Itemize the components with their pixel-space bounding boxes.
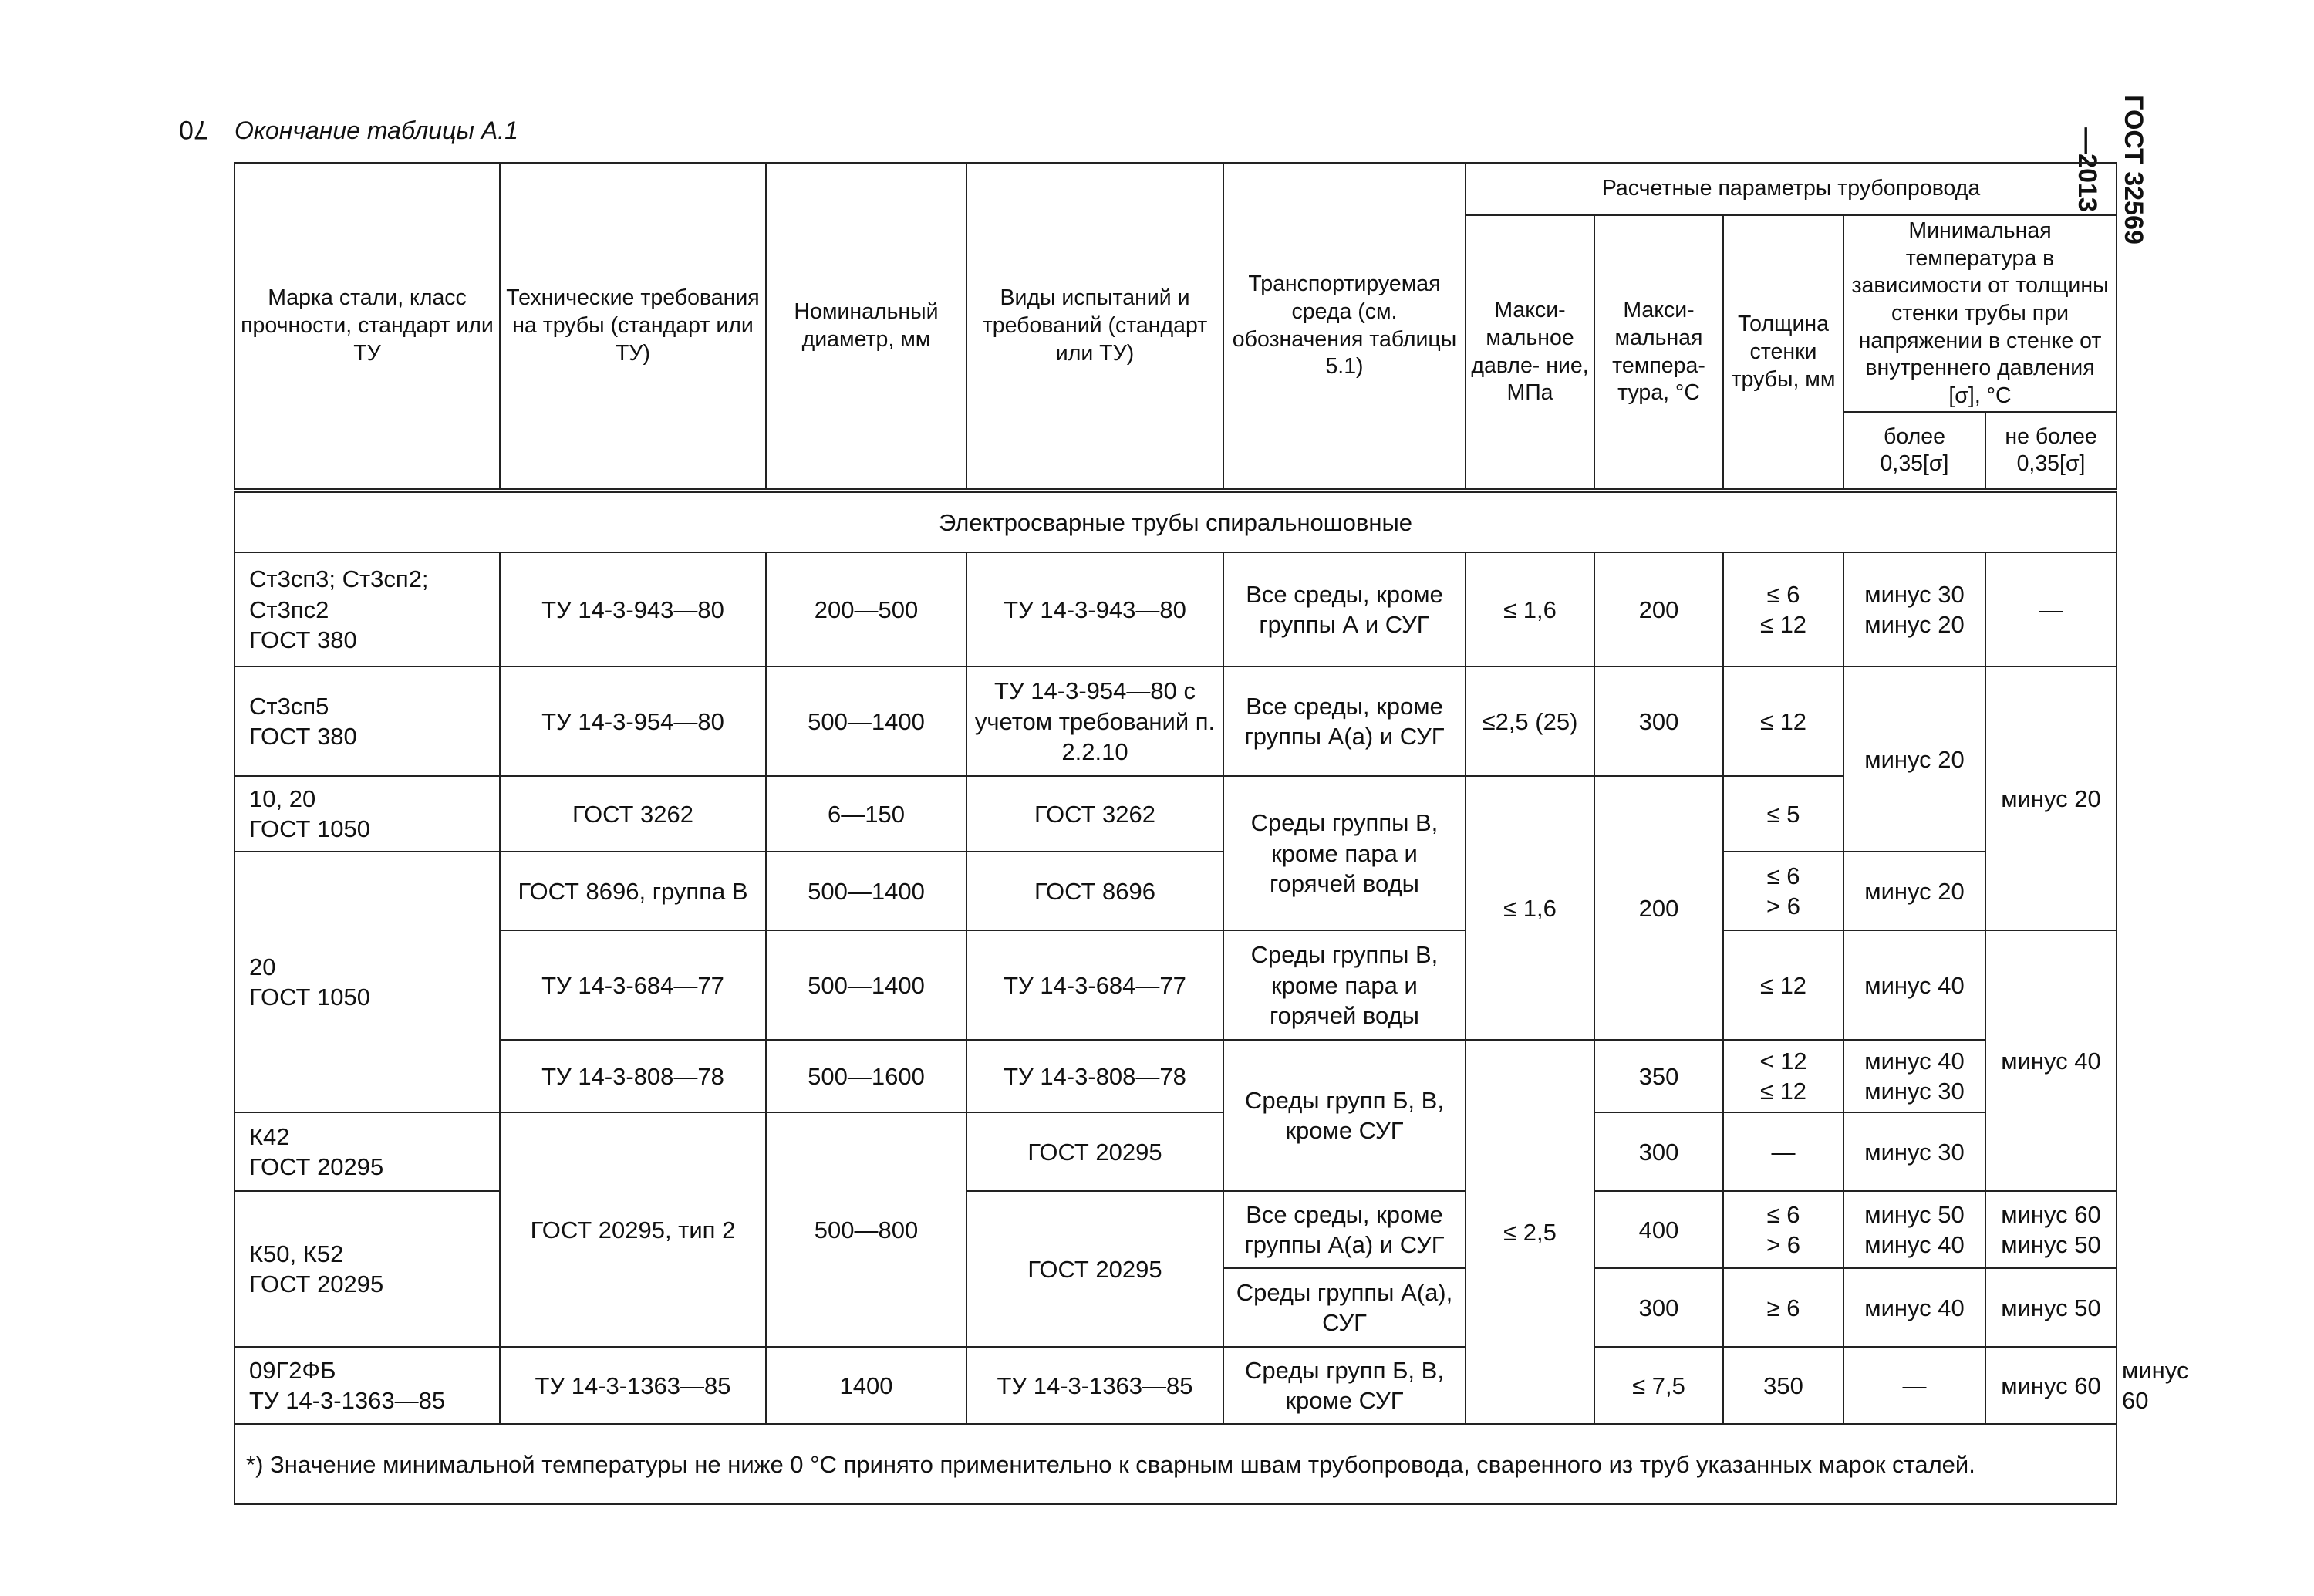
medium: Все среды, кроме группы А(а) и СУГ	[1223, 1191, 1466, 1268]
nominal-diameter: 200—500	[766, 552, 966, 666]
header-min-temperature: Минимальная температура в зависимости от толщины стенки трубы при напряжении в стенке от внутреннего давления [σ], °С	[1843, 215, 2117, 412]
max-temperature: 200	[1594, 776, 1723, 1040]
max-pressure: ≤2,5 (25)	[1466, 666, 1594, 776]
table-row	[234, 1112, 2117, 1191]
max-pressure: ≤ 1,6	[1466, 776, 1594, 1040]
header-design-params: Расчетные параметры трубопровода	[1466, 163, 2117, 215]
nominal-diameter: 6—150	[766, 776, 966, 852]
min-temp-more: минус 30 минус 20	[1843, 552, 1985, 666]
steel-grade: Ст3сп3; Ст3сп2; Ст3пс2 ГОСТ 380	[234, 552, 500, 666]
wall-thickness: ≤ 12	[1723, 930, 1843, 1040]
tests: ГОСТ 8696	[966, 852, 1223, 930]
nominal-diameter: 500—1400	[766, 930, 966, 1040]
min-temp-more: минус 20	[1843, 852, 1985, 930]
min-temp-not-more: минус 60 минус 50	[1985, 1191, 2117, 1268]
tech-requirements: ТУ 14-3-1363—85	[500, 1347, 766, 1424]
nominal-diameter: 500—1400	[766, 852, 966, 930]
max-pressure: ≤ 7,5	[1594, 1347, 1723, 1424]
header-wall-thickness: Толщина стенки трубы, мм	[1723, 215, 1843, 491]
steel-grade: 20 ГОСТ 1050	[234, 852, 500, 1112]
min-temp-more: минус 60	[1985, 1347, 2117, 1424]
tech-requirements: ТУ 14-3-943—80	[500, 552, 766, 666]
wall-thickness: ≥ 6	[1723, 1268, 1843, 1347]
section-title: Электросварные трубы спиральношовные	[234, 491, 2117, 552]
min-temp-not-more: минус 50	[1985, 1268, 2117, 1347]
header-tests: Виды испытаний и требований (стандарт или ТУ)	[966, 163, 1223, 491]
max-temperature: 400	[1594, 1191, 1723, 1268]
wall-thickness: ≤ 5	[1723, 776, 1843, 852]
wall-thickness: —	[1723, 1112, 1843, 1191]
max-temperature: 350	[1594, 1040, 1723, 1112]
steel-grade: Ст3сп5 ГОСТ 380	[234, 666, 500, 776]
tech-requirements: ТУ 14-3-954—80	[500, 666, 766, 776]
wall-thickness: ≤ 12	[1723, 666, 1843, 776]
max-pressure: ≤ 1,6	[1466, 552, 1594, 666]
min-temp-not-more: минус 40	[1985, 930, 2117, 1191]
tests: ГОСТ 20295	[966, 1191, 1223, 1347]
tech-requirements: ГОСТ 20295, тип 2	[500, 1112, 766, 1347]
min-temp-not-more: —	[1985, 552, 2117, 666]
header-max-pressure: Макси- мальное давле- ние, МПа	[1466, 215, 1594, 491]
steel-grade: 09Г2ФБ ТУ 14-3-1363—85	[234, 1347, 500, 1424]
wall-thickness: ≤ 6 ≤ 12	[1723, 552, 1843, 666]
tech-requirements: ГОСТ 3262	[500, 776, 766, 852]
min-temp-more: минус 40 минус 30	[1843, 1040, 1985, 1112]
medium: Среды группы В, кроме пара и горячей воды	[1223, 776, 1466, 930]
nominal-diameter: 500—800	[766, 1112, 966, 1347]
tests: ГОСТ 3262	[966, 776, 1223, 852]
tests: ТУ 14-3-684—77	[966, 930, 1223, 1040]
table-caption: Окончание таблицы А.1	[234, 116, 518, 144]
steel-grade: 10, 20 ГОСТ 1050	[234, 776, 500, 852]
tests: ТУ 14-3-808—78	[966, 1040, 1223, 1112]
header-not-more-than: не более 0,35[σ]	[1985, 412, 2117, 491]
tests: ТУ 14-3-954—80 с учетом требований п. 2.2.10	[966, 666, 1223, 776]
max-temperature: 300	[1594, 666, 1723, 776]
min-temp-more: минус 40	[1843, 930, 1985, 1040]
tests: ГОСТ 20295	[966, 1112, 1223, 1191]
medium: Среды групп Б, В, кроме СУГ	[1223, 1040, 1466, 1191]
table-row	[234, 776, 2117, 852]
tech-requirements: ТУ 14-3-684—77	[500, 930, 766, 1040]
table-row	[234, 666, 2117, 776]
steel-grade: К50, К52 ГОСТ 20295	[234, 1191, 500, 1347]
nominal-diameter: 1400	[766, 1347, 966, 1424]
wall-thickness: ≤ 6 > 6	[1723, 1191, 1843, 1268]
min-temp-more: минус 50 минус 40	[1843, 1191, 1985, 1268]
tests: ТУ 14-3-943—80	[966, 552, 1223, 666]
table-row	[234, 852, 2117, 930]
table-body	[234, 491, 2189, 1504]
medium: Все среды, кроме группы А и СУГ	[1223, 552, 1466, 666]
steel-grade: К42 ГОСТ 20295	[234, 1112, 500, 1191]
header-more-than: более 0,35[σ]	[1843, 412, 1985, 491]
wall-thickness: < 12 ≤ 12	[1723, 1040, 1843, 1112]
header-medium: Транспортируемая среда (см. обозначения таблицы 5.1)	[1223, 163, 1466, 491]
tech-requirements: ТУ 14-3-808—78	[500, 1040, 766, 1112]
tech-requirements: ГОСТ 8696, группа В	[500, 852, 766, 930]
tests: ТУ 14-3-1363—85	[966, 1347, 1223, 1424]
medium: Все среды, кроме группы А(а) и СУГ	[1223, 666, 1466, 776]
min-temp-more: минус 40	[1843, 1268, 1985, 1347]
table-header	[234, 163, 2117, 491]
nominal-diameter: 500—1600	[766, 1040, 966, 1112]
max-temperature: 200	[1594, 552, 1723, 666]
table-row	[234, 1040, 2117, 1112]
table-row: 09Г2ФБ ТУ 14-3-1363—85 ТУ 14-3-1363—85 1400 ТУ 14-3-1363—85 Среды групп Б, В, кроме СУГ ≤ 7,5 350 — минус 60 минус 60	[234, 1347, 2117, 1424]
min-temp-not-more: минус 20	[1985, 666, 2117, 930]
max-temperature: 300	[1594, 1268, 1723, 1347]
header-tech-requirements: Технические требования на трубы (стандарт или ТУ)	[500, 163, 766, 491]
wall-thickness: ≤ 6 > 6	[1723, 852, 1843, 930]
header-steel: Марка стали, класс прочности, стандарт или ТУ	[234, 163, 500, 491]
footnote: *) Значение минимальной температуры не ниже 0 °С принято применительно к сварным швам трубопровода, сваренного из труб указанных марок сталей.	[234, 1424, 2117, 1504]
medium: Среды групп Б, В, кроме СУГ	[1223, 1347, 1466, 1424]
medium: Среды группы А(а), СУГ	[1223, 1268, 1466, 1347]
medium: Среды группы В, кроме пара и горячей воды	[1223, 930, 1466, 1040]
table-row	[234, 930, 2117, 1040]
max-temperature: 350	[1723, 1347, 1843, 1424]
header-max-temperature: Макси- мальная темпера- тура, °С	[1594, 215, 1723, 491]
page-number: 70	[179, 115, 208, 144]
nominal-diameter: 500—1400	[766, 666, 966, 776]
min-temp-more: минус 30	[1843, 1112, 1985, 1191]
max-pressure: ≤ 2,5	[1466, 1040, 1594, 1424]
min-temp-more: минус 20	[1843, 666, 1985, 852]
header-nominal-diameter: Номинальный диаметр, мм	[766, 163, 966, 491]
wall-thickness: —	[1843, 1347, 1985, 1424]
table-row	[234, 552, 2117, 666]
document-code: ГОСТ 32569—2013	[2073, 95, 2148, 245]
max-temperature: 300	[1594, 1112, 1723, 1191]
